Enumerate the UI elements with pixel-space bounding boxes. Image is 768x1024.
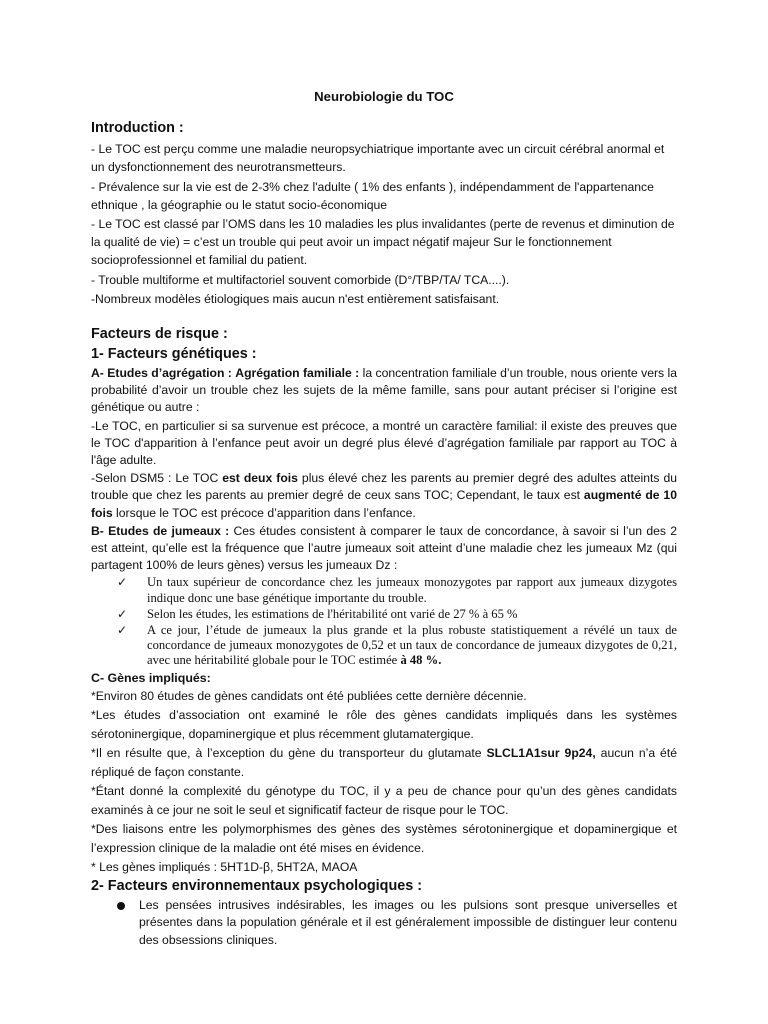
genes-paragraph: *Les études d’association ont examiné le rôle des gènes candidats impliqués dans les systèmes sérotoninergique, dopaminergique et plus récemment glutamatergique. [91, 707, 677, 741]
document-title: Neurobiologie du TOC [314, 89, 454, 104]
genes-paragraph: *Il en résulte que, à l’exception du gène du transporteur du glutamate SLCL1A1sur 9p24, aucun n’a été répliqué de façon constante. [91, 745, 677, 779]
twin-studies-paragraph: B- Etudes de jumeaux : Ces études consistent à comparer le taux de concordance, à savoir si l’un des 2 est atteint, qu’elle est la fréquence que l’autre jumeaux soit atteint d’une maladie chez les jumeaux Mz (qui partagent 100% de leurs gènes) versus les jumeaux Dz : [91, 523, 677, 573]
introduction-section [91, 140, 677, 308]
intro-paragraph: - Trouble multiforme et multifactoriel souvent comorbide (D°/TBP/TA/ TCA....). [91, 272, 510, 287]
environmental-factors-list [91, 897, 677, 949]
checkmark-icon: ✓ [117, 575, 128, 590]
checkmark-icon: ✓ [117, 606, 128, 621]
intro-paragraph: - Le TOC est perçu comme une maladie neuropsychiatrique importante avec un circuit cérébral anormal et un dysfonctionnement des neurotransmetteurs. [91, 142, 665, 175]
intro-paragraph: - Le TOC est classé par l’OMS dans les 10 maladies les plus invalidantes (perte de revenus et diminution de la qualité de vie) = c’est un trouble qui peut avoir un impact négatif majeur Sur le fonctionnement socioprofessionnel et familial du patient. [91, 217, 675, 268]
genes-paragraph: *Des liaisons entre les polymorphismes des gènes des systèmes sérotoninergique et dopaminergique et l’expression clinique de la maladie ont été mises en évidence. [91, 821, 677, 855]
genetic-factors-heading: 1- Facteurs génétiques : [91, 346, 257, 363]
list-item: ✓ A ce jour, l’étude de jumeaux la plus grande et la plus robuste statistiquement a révélé un taux de concordance de jumeaux monozygotes de 0,52 et un taux de concordance de jumeaux dizygotes de 0,21, avec une héritabilité globale pour le TOC estimée à 48 %. [117, 623, 677, 668]
genes-section [91, 687, 677, 877]
checkmark-icon: ✓ [117, 623, 128, 638]
aggregation-text: la concentration familiale d’un trouble, nous oriente vers la probabilité d’avoir un trouble chez les sujets de la même famille, sans pour autant préciser si l’origine est génétique ou autre : [91, 366, 678, 415]
aggregation-paragraph [91, 365, 677, 417]
twin-studies-label: B- Etudes de jumeaux : [91, 523, 230, 538]
family-aggregation-label: Agrégation familiale : [235, 366, 360, 381]
genes-paragraph: *Étant donné la complexité du génotype du TOC, il y a peu de chance pour qu’un des gènes candidats examinés à ce jour ne soit le seul et significatif facteur de risque pour le TOC. [91, 783, 677, 817]
risk-factors-heading: Facteurs de risque : [91, 326, 228, 343]
genes-heading: C- Gènes impliqués: [91, 670, 211, 685]
intro-paragraph: - Prévalence sur la vie est de 2-3% chez l'adulte ( 1% des enfants ), indépendamment de l'appartenance ethnique , la géographie ou le statut socio-économique [91, 179, 654, 212]
aggregation-label: A- Etudes d’agrégation : [91, 366, 232, 381]
list-item: ✓ Un taux supérieur de concordance chez les jumeaux monozygotes par rapport aux jumeaux dizygotes indique donc une base génétique importante du trouble. [117, 575, 677, 605]
dsm5-paragraph: -Selon DSM5 : Le TOC est deux fois plus élevé chez les parents au premier degré des adultes atteints du trouble que chez les parents au premier degré de ceux sans TOC; Cependant, le taux est augmenté de 10 fois lorsque le TOC est précoce d’apparition dans l’enfance. [91, 471, 678, 520]
aggregation-paragraph-2: -Le TOC, en particulier si sa survenue est précoce, a montré un caractère familial: il existe des preuves que le TOC d'apparition à l’enfance peut avoir un degré plus élevé d’agrégation familiale par rapport au TOC à l'âge adulte. [91, 418, 677, 468]
introduction-heading: Introduction : [91, 120, 184, 137]
document-body [91, 88, 677, 949]
environmental-factors-heading: 2- Facteurs environnementaux psychologiques : [91, 877, 423, 894]
genes-paragraph: * Les gènes impliqués : 5HT1D-β, 5HT2A, MAOA [91, 859, 358, 874]
intro-paragraph: -Nombreux modèles étiologiques mais aucun n'est entièrement satisfaisant. [91, 291, 500, 306]
genes-paragraph: *Environ 80 études de gènes candidats ont été publiées cette dernière décennie. [91, 688, 527, 703]
list-item: Les pensées intrusives indésirables, les images ou les pulsions sont presque universelles et présentes dans la population générale et il est généralement impossible de distinguer leur contenu des obsessions cliniques. [117, 897, 677, 949]
twin-studies-list [91, 575, 677, 668]
list-item: ✓ Selon les études, les estimations de l'héritabilité ont varié de 27 % à 65 % [117, 606, 518, 621]
bullet-icon [117, 902, 125, 910]
